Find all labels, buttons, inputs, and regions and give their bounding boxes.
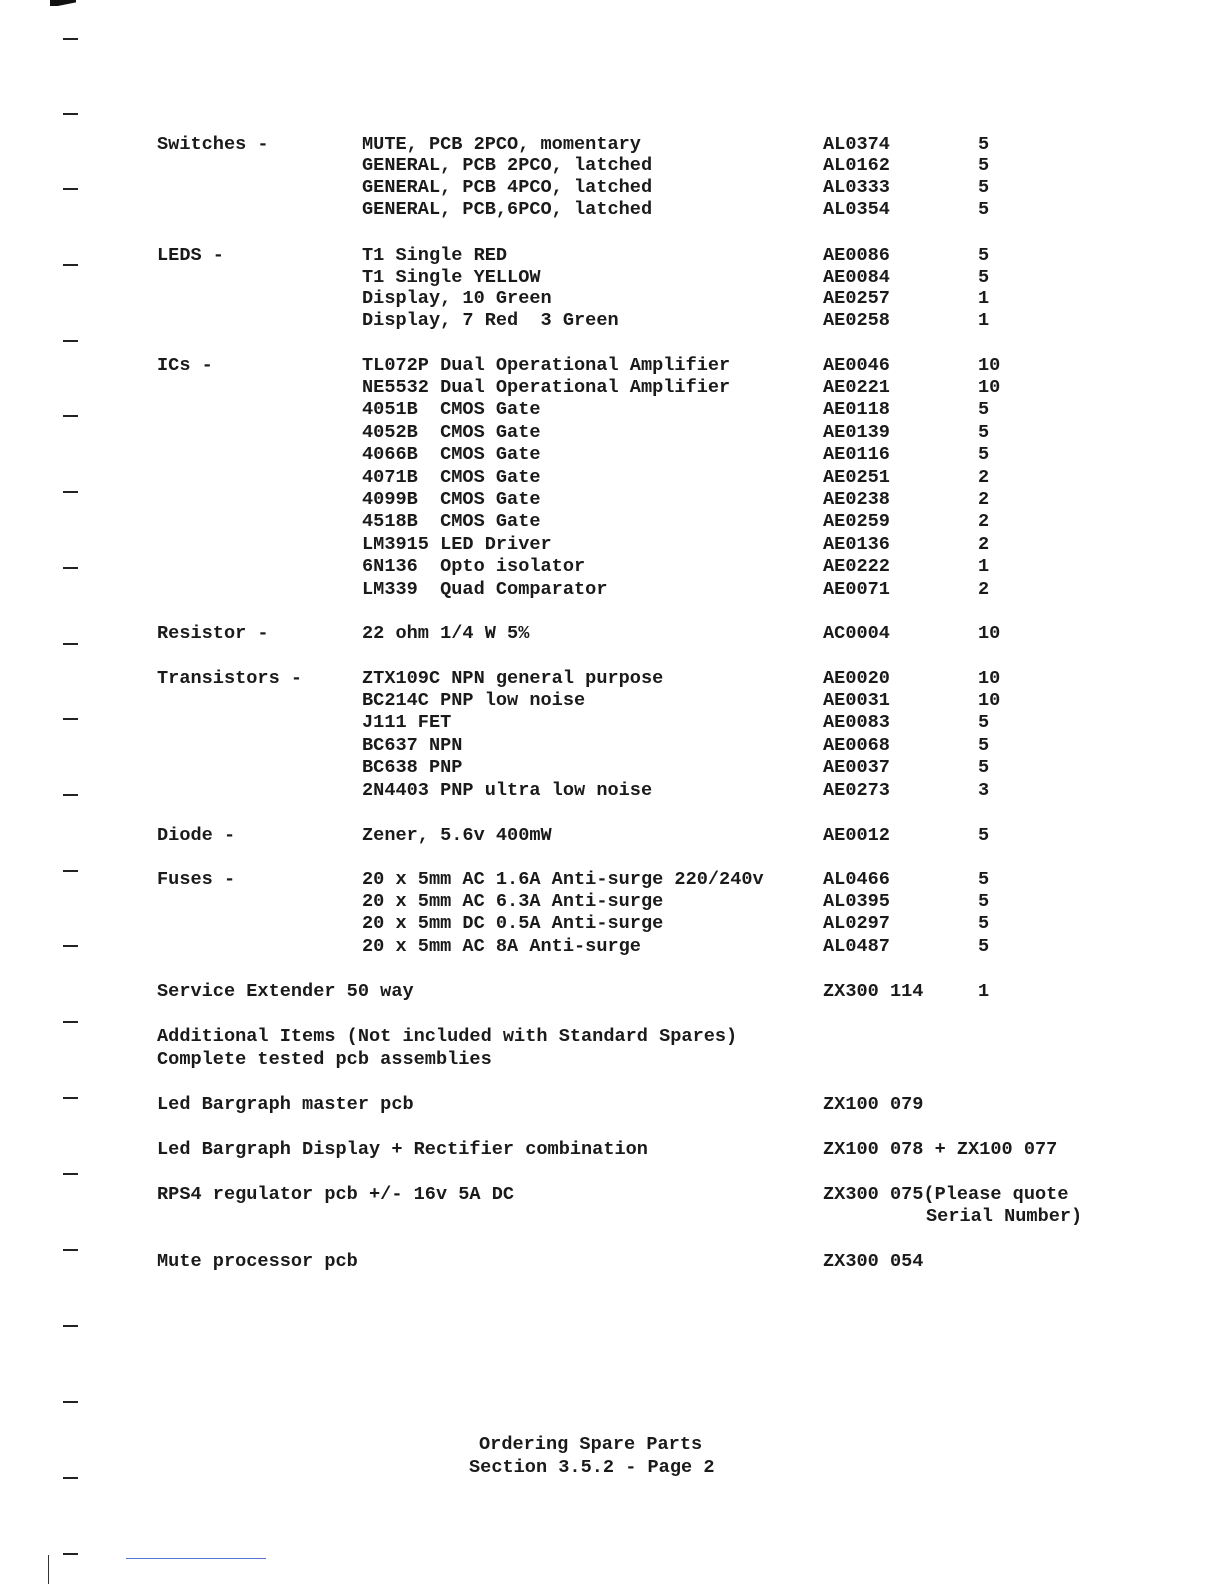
part-description: 4071B CMOS Gate (362, 467, 541, 488)
part-quantity: 1 (978, 288, 990, 309)
category-label: Transistors - (157, 668, 303, 689)
scan-margin-mark (63, 567, 78, 569)
part-description: T1 Single YELLOW (362, 267, 541, 288)
part-number: AE0118 (823, 399, 890, 420)
scan-corner-mark (50, 0, 76, 6)
part-number: AL0354 (823, 199, 890, 220)
assembly-description: Led Bargraph Display + Rectifier combination (157, 1139, 648, 1160)
assembly-note: Serial Number) (926, 1206, 1083, 1227)
part-quantity: 5 (978, 712, 990, 733)
part-quantity: 5 (978, 155, 990, 176)
part-quantity: 5 (978, 134, 990, 155)
scan-margin-mark (63, 415, 78, 417)
part-number: AE0037 (823, 757, 890, 778)
scan-margin-mark (63, 1325, 78, 1327)
scan-margin-mark (63, 188, 78, 190)
part-description: LM339 Quad Comparator (362, 579, 608, 600)
part-number: AE0084 (823, 267, 890, 288)
part-description: Service Extender 50 way (157, 981, 414, 1002)
part-number: AL0487 (823, 936, 890, 957)
part-number: AE0251 (823, 467, 890, 488)
part-number: AL0374 (823, 134, 890, 155)
part-number: AE0116 (823, 444, 890, 465)
part-description: TL072P Dual Operational Amplifier (362, 355, 731, 376)
part-description: 4099B CMOS Gate (362, 489, 541, 510)
part-quantity: 10 (978, 623, 1001, 644)
part-description: NE5532 Dual Operational Amplifier (362, 377, 731, 398)
part-quantity: 1 (978, 556, 990, 577)
scan-margin-mark (63, 1021, 78, 1023)
part-description: Display, 10 Green (362, 288, 552, 309)
part-quantity: 1 (978, 981, 990, 1002)
part-number: AL0162 (823, 155, 890, 176)
part-description: 4518B CMOS Gate (362, 511, 541, 532)
part-description: 4052B CMOS Gate (362, 422, 541, 443)
part-number: AE0257 (823, 288, 890, 309)
part-quantity: 5 (978, 757, 990, 778)
part-description: BC637 NPN (362, 735, 463, 756)
scan-margin-mark (63, 491, 78, 493)
footer-page-number: Section 3.5.2 - Page 2 (469, 1457, 715, 1478)
part-description: BC638 PNP (362, 757, 463, 778)
footer-title: Ordering Spare Parts (479, 1434, 703, 1455)
assembly-part-number: ZX300 054 (823, 1251, 924, 1272)
part-description: ZTX109C NPN general purpose (362, 668, 664, 689)
part-description: 20 x 5mm AC 8A Anti-surge (362, 936, 641, 957)
part-description: GENERAL, PCB 4PCO, latched (362, 177, 653, 198)
category-label: LEDS - (157, 245, 224, 266)
part-quantity: 5 (978, 399, 990, 420)
part-description: J111 FET (362, 712, 452, 733)
category-label: Fuses - (157, 869, 236, 890)
part-description: GENERAL, PCB,6PCO, latched (362, 199, 653, 220)
part-description: T1 Single RED (362, 245, 508, 266)
part-number: AE0068 (823, 735, 890, 756)
scan-margin-mark (63, 1553, 78, 1555)
category-label: Switches - (157, 134, 269, 155)
part-number: AL0395 (823, 891, 890, 912)
part-description: MUTE, PCB 2PCO, momentary (362, 134, 641, 155)
scan-margin-mark (63, 718, 78, 720)
section-subheading: Complete tested pcb assemblies (157, 1049, 492, 1070)
part-description: LM3915 LED Driver (362, 534, 552, 555)
part-description: GENERAL, PCB 2PCO, latched (362, 155, 653, 176)
part-quantity: 10 (978, 668, 1001, 689)
part-quantity: 10 (978, 355, 1001, 376)
part-number: AE0020 (823, 668, 890, 689)
part-quantity: 5 (978, 199, 990, 220)
part-number: AC0004 (823, 623, 890, 644)
part-quantity: 5 (978, 444, 990, 465)
part-description: 6N136 Opto isolator (362, 556, 586, 577)
part-number: AE0012 (823, 825, 890, 846)
part-quantity: 2 (978, 534, 990, 555)
part-number: AE0222 (823, 556, 890, 577)
category-label: ICs - (157, 355, 213, 376)
part-quantity: 5 (978, 891, 990, 912)
part-number: AL0466 (823, 869, 890, 890)
part-quantity: 5 (978, 825, 990, 846)
part-quantity: 5 (978, 245, 990, 266)
part-quantity: 5 (978, 735, 990, 756)
scan-margin-mark (63, 643, 78, 645)
scan-edge-mark (48, 1555, 49, 1584)
part-quantity: 10 (978, 690, 1001, 711)
part-quantity: 1 (978, 310, 990, 331)
scan-margin-mark (63, 113, 78, 115)
part-description: 20 x 5mm AC 6.3A Anti-surge (362, 891, 664, 912)
part-quantity: 2 (978, 467, 990, 488)
part-quantity: 2 (978, 489, 990, 510)
category-label: Diode - (157, 825, 236, 846)
scan-margin-mark (63, 340, 78, 342)
part-number: AE0259 (823, 511, 890, 532)
assembly-description: Led Bargraph master pcb (157, 1094, 414, 1115)
scan-margin-mark (63, 870, 78, 872)
part-number: AE0031 (823, 690, 890, 711)
part-number: AE0086 (823, 245, 890, 266)
part-description: BC214C PNP low noise (362, 690, 586, 711)
assembly-part-number: ZX300 075(Please quote (823, 1184, 1069, 1205)
part-number: AE0046 (823, 355, 890, 376)
part-number: AE0083 (823, 712, 890, 733)
assembly-part-number: ZX100 078 + ZX100 077 (823, 1139, 1058, 1160)
part-quantity: 5 (978, 267, 990, 288)
scan-margin-mark (63, 945, 78, 947)
scan-margin-mark (63, 1097, 78, 1099)
part-quantity: 5 (978, 936, 990, 957)
part-quantity: 2 (978, 511, 990, 532)
part-number: AE0136 (823, 534, 890, 555)
part-description: Display, 7 Red 3 Green (362, 310, 619, 331)
scan-underline-mark (126, 1558, 266, 1559)
part-number: AE0221 (823, 377, 890, 398)
part-description: 22 ohm 1/4 W 5% (362, 623, 530, 644)
part-quantity: 5 (978, 177, 990, 198)
part-number: AL0297 (823, 913, 890, 934)
assembly-part-number: ZX100 079 (823, 1094, 924, 1115)
section-heading: Additional Items (Not included with Standard Spares) (157, 1026, 738, 1047)
assembly-description: RPS4 regulator pcb +/- 16v 5A DC (157, 1184, 515, 1205)
scan-margin-mark (63, 1173, 78, 1175)
scan-margin-mark (63, 1249, 78, 1251)
part-number: AE0071 (823, 579, 890, 600)
part-description: 4051B CMOS Gate (362, 399, 541, 420)
scan-margin-mark (63, 264, 78, 266)
part-description: 20 x 5mm AC 1.6A Anti-surge 220/240v (362, 869, 764, 890)
part-number: AE0273 (823, 780, 890, 801)
scan-margin-mark (63, 794, 78, 796)
part-quantity: 5 (978, 869, 990, 890)
part-description: 2N4403 PNP ultra low noise (362, 780, 653, 801)
part-number: AL0333 (823, 177, 890, 198)
part-quantity: 2 (978, 579, 990, 600)
part-number: AE0258 (823, 310, 890, 331)
part-number: AE0139 (823, 422, 890, 443)
part-quantity: 5 (978, 913, 990, 934)
scan-margin-mark (63, 1401, 78, 1403)
scan-margin-mark (63, 1477, 78, 1479)
part-quantity: 3 (978, 780, 990, 801)
part-number: AE0238 (823, 489, 890, 510)
part-number: ZX300 114 (823, 981, 924, 1002)
part-description: 20 x 5mm DC 0.5A Anti-surge (362, 913, 664, 934)
part-quantity: 10 (978, 377, 1001, 398)
part-description: Zener, 5.6v 400mW (362, 825, 552, 846)
part-quantity: 5 (978, 422, 990, 443)
part-description: 4066B CMOS Gate (362, 444, 541, 465)
scan-margin-mark (63, 38, 78, 40)
assembly-description: Mute processor pcb (157, 1251, 358, 1272)
category-label: Resistor - (157, 623, 269, 644)
